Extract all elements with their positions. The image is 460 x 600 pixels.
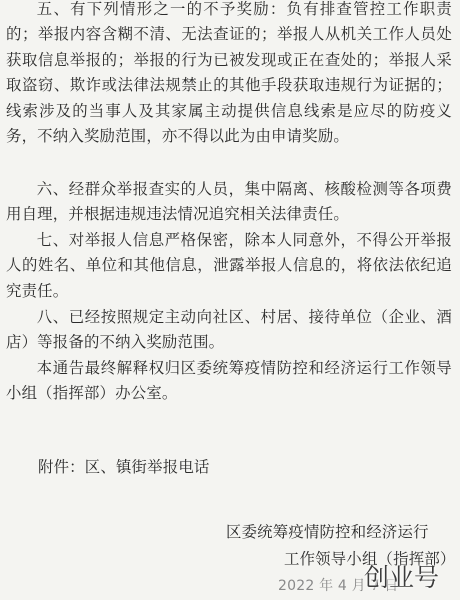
attachment-note: 附件：区、镇街举报电话 bbox=[38, 458, 210, 476]
watermark-label: 创业号 bbox=[364, 563, 440, 592]
paragraph-item-5: 五、有下列情形之一的不予奖励：负有排查管控工作职责的；举报内容含糊不清、无法查证的；举报人从机关工作人员处获取信息举报的；举报的行为已被发现或正在查处的；举报人采取盗窃、欺诈或法律法规禁止的其他手段获取违规行为证据的；线索涉及的当事人及其家属主动提供信息线索是应尽的防疫义务，不纳入奖励范围，亦不得以此为由申请奖励。 bbox=[6, 0, 452, 146]
paragraph-interpretation: 本通告最终解释权归区委统筹疫情防控和经济运行工作领导小组（指挥部）办公室。 bbox=[6, 359, 452, 403]
signature-org-line-1: 区委统筹疫情防控和经济运行 bbox=[226, 523, 429, 541]
signature-date: 2022 年 4 月 7 日 bbox=[278, 578, 399, 594]
paragraph-item-8: 八、已经按照规定主动向社区、村居、接待单位（企业、酒店）等报备的不纳入奖励范围。 bbox=[6, 308, 452, 352]
signature-org-line-2: 工作领导小组（指挥部） bbox=[284, 550, 456, 568]
paragraph-item-7: 七、对举报人信息严格保密，除本人同意外，不得公开举报人的姓名、单位和其他信息，泄露举报人信息的，将依法依纪追究责任。 bbox=[6, 231, 452, 300]
paragraph-item-6: 六、经群众举报查实的人员，集中隔离、核酸检测等各项费用自理，并根据违规违法情况追究相关法律责任。 bbox=[6, 180, 452, 224]
